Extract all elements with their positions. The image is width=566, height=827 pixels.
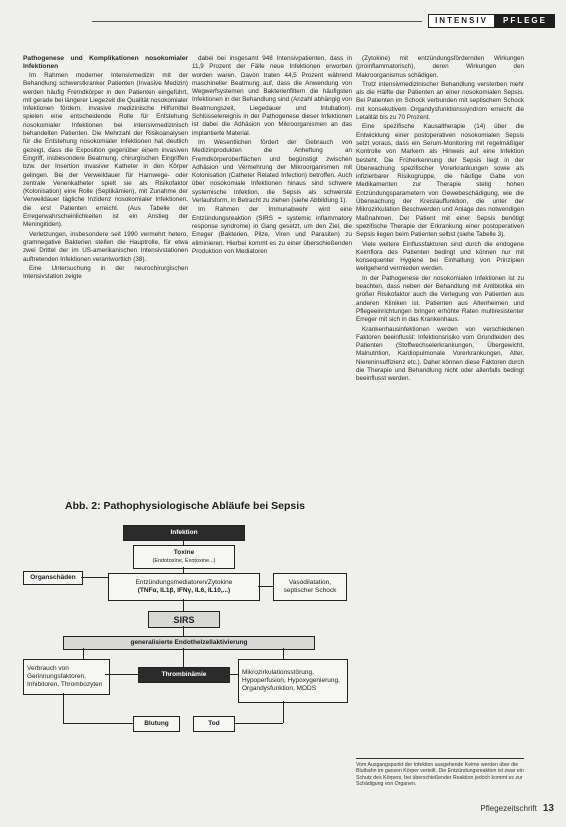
paragraph: (Zytokine) mit entzündungsfördernden Wirkungen (proinflammatorisch), deren Wirkungen den Makroorganismus schädigen. — [356, 55, 524, 79]
footnote: Vom Ausgangspunkt der Infektion ausgehende Keime werden über die Blutbahn im ganzen Körper verteilt. Die Entzündungsreaktion ist zwar ein Schutz des Körpers, bei überschießender Reaktion jedoch kommt es zur Schädigung von Organen. — [356, 758, 524, 788]
node-entzuendungsmediatoren — [108, 573, 260, 601]
paragraph: Trotz intensivmedizinischer Behandlung versterben mehr als die Hälfte der Patienten an einer nosokomialen Sepsis. Bei Patienten im Schock verbunden mit septischem Schock mit konsekutivem Organdysfunktionssyndrom erreicht die Letalität bis zu 70 Prozent. — [356, 80, 524, 122]
sepsis-diagram — [23, 497, 350, 797]
node-tod: Tod — [193, 716, 235, 732]
text-column-2 — [192, 55, 352, 487]
arrow — [63, 723, 133, 724]
paragraph: Eine spezifische Kausaltherapie (14) über die Entwicklung einer postoperativen nosokomialen Sepsis setzt voraus, dass ein Serum-Monitoring mit regelmäßiger Kontrolle von Markern als Hinweis auf eine Infektion besteht. Die Früherkennung der Sepsis liegt in der Überwachung spezifischer Vorerkrankungen sowie als infizierbarer Risikogruppe, die häufige Gabe von Medikamenten zur Therapie stetig hohen Entzündungsparametern von Gewebeschädigung, wie die Überwachung der Kreislauffunktion, die unter der Mikrozirkulation Beschwerden und Anlage des notwendigen Maßnahmen. Der Patient mit einer Sepsis benötigt spezifische Therapie der Erkrankung einer postoperativen Sepsis liegen beim Patienten selbst (siehe Tabelle 3). — [356, 123, 524, 239]
page-number: 13 — [542, 803, 554, 814]
arrow — [258, 586, 273, 587]
header-label-pflege: PFLEGE — [495, 14, 555, 28]
arrow — [283, 701, 284, 723]
arrow — [83, 648, 84, 659]
arrow — [63, 693, 64, 723]
arrow — [81, 577, 108, 578]
section-header — [428, 14, 555, 28]
toxine-sub: (Endotoxine, Exotoxine...) — [152, 558, 216, 564]
node-mikrozirkulationsstoerung: Mikrozirkulationsstörung, Hypoperfusion, Hypoxygenierung, Organdysfunktion, MODS — [238, 659, 348, 703]
paragraph: Viele weitere Einflussfaktoren sind durch die endogene Keimflora des Patienten bedingt und können nur mit konsequenter Hygiene bei Einhaltung von Prinzipien weitgehend vermieden werden. — [356, 240, 524, 273]
paragraph: Krankenhausinfektionen werden von verschiedenen Faktoren beeinflusst: Infektionsrisiko vom Grundleiden des Patienten (Stoffwechselerkrankungen, Übergewicht, Malnutrition, Kardiopulmonale Vorerkrankungen, Alter, Niereninsuffizienz etc.). Daher können diese Faktoren durch die Therapie und Behandlung nicht oder allenfalls bedingt beeinflusst werden. — [356, 325, 524, 383]
page-footer — [480, 803, 554, 814]
header-rule — [92, 21, 422, 22]
node-infektion: Infektion — [123, 525, 245, 541]
paragraph: Im Wesentlichen fördert der Gebrauch von Medizinprodukten die Anheftung an Fremdkörperoberflächen und begünstigt zwischen Adhäsion und Vermehrung der Mikroorganismen mit Kolonisation (Catheter Related Infection) betroffen. Auch über nosokomiale Infektionen hinaus sind schwere systemische Infektion, die Sepsis als schwerste Verlaufsform, in Betracht zu ziehen (siehe Abbildung 1). — [192, 138, 352, 205]
mediator-label: Entzündungsmediatoren/Zytokine — [135, 579, 233, 586]
toxine-label: Toxine — [173, 549, 195, 556]
arrow — [183, 599, 184, 611]
node-endothelzellaktivierung: generalisierte Endothelzellaktivierung — [63, 636, 315, 650]
node-gerinnungsverbrauch: Verbrauch von Gerinnungsfaktoren, Inhibitoren, Thrombozyten — [23, 659, 110, 695]
paragraph: In der Pathogenese der nosokomialen Infektionen ist zu beachten, dass neben der Behandlung mit Antibiotika ein großer Risikofaktor auch die Verlegung von Patienten aus anderen Kliniken ist. Patienten aus Altenheimen und Pflegeeinrichtungen bringen erhöhte Raten multiresistenter Erreger mit sich in das Krankenhaus. — [356, 274, 524, 324]
paragraph: Eine Untersuchung in der neurochirurgischen Intensivstation zeigte — [23, 264, 188, 281]
arrow — [183, 626, 184, 636]
arrow — [105, 674, 138, 675]
arrow — [283, 648, 284, 659]
node-toxine — [133, 545, 235, 569]
paragraph: Im Rahmen der Immunabwehr wird eine Entzündungsreaktion (SIRS = systemic inflammatory response syndrome) in Gang gesetzt, um den Ziel, die Erreger (Bakterien, Pilze, Viren und Parasiten) zu eliminieren. Hierbei kommt es zu einer überschießenden Produktion von Mediatoren — [192, 206, 352, 255]
paragraph: Im Rahmen moderner Intensivmedizin mit der Behandlung schwerstkranker Patienten (Invasive Medizin) werden häufig Fremdkörper in den Patienten eingeführt, mit gerade bei längerer Liegezeit die Qualität nosokomialer Infektionen fördern. Invasive medizinische Hilfsmittel spielen eine entscheidende Rolle für Entstehung nosokomialer Infektionen bei intensivmedizinisch behandelten Patienten. Die Mehrzahl der Risikoanalysen für die Entstehung nosokomialer Infektionen hat deutlich gezeigt, dass die Exposition gegenüber einem invasiven Eingriff, insbesondere Beatmung, chirurgischen Eingriffen bzw. der Insertion invasiver Katheter in den Körper gelingen. Bei der Verweildauer für Harnwege- oder zentrale Venenkatheter spielt sie als Risikofaktor (Kolonisation) eine Rolle (Septikämien), mit Zunahme der Verweildauer tägliche Inzidenz nosokomialer Infektionen, die erst Patienten erreicht. (Aus Tabelle der Erregerwahrscheinlichkeiten ist ein Anstieg der Meningitiden). — [23, 72, 188, 229]
figure-title: Abb. 2: Pathophysiologische Abläufe bei Sepsis — [65, 500, 305, 512]
node-organschaeden: Organschäden — [23, 571, 83, 585]
journal-name: Pflegezeitschrift — [480, 804, 537, 813]
mediator-sub: (TNFα, IL1β, IFNγ, IL6, IL10,...) — [137, 587, 231, 594]
node-sirs: SIRS — [148, 611, 220, 628]
arrow — [228, 674, 238, 675]
node-thrombinaemie: Thrombinämie — [138, 667, 230, 683]
paragraph: dabei bei insgesamt 948 Intensivpatienten, dass in 11,9 Prozent der Fälle neue Infektionen erworben worden waren. Davon traten 44,5 Prozent während maschineller Beatmung auf, dass die Anwendung von Wegwerfsystemen und Bakterienfiltern die häufigsten Infektionen in der Behandlung sind (Anzahl abhängig von Beatmungszeit, Liegedauer und Intubation). Schlüsselereignis in der Pathogenese dieser Infektionen ist dabei die Adhäsion von Mikroorganismen an das implantierte Material. — [192, 55, 352, 137]
arrow — [233, 723, 283, 724]
node-blutung: Blutung — [133, 716, 180, 732]
arrow — [183, 648, 184, 667]
text-column-1 — [23, 55, 188, 487]
subheading: Pathogenese und Komplikationen nosokomialer Infektionen — [23, 55, 188, 70]
header-label-intensiv: INTENSIV — [428, 14, 495, 28]
text-column-3 — [356, 55, 524, 795]
paragraph: Verletzungen, insbesondere seit 1990 vermehrt hetero, gramnegative Bakterien stellen die Hauptrolle, für etwa zwei Drittel der im US-amerikanischen Intensivstationen auftretenden Infektionen verantwortlich (38). — [23, 230, 188, 263]
node-vasodilatation: Vasodilatation, septischer Schock — [273, 573, 347, 601]
